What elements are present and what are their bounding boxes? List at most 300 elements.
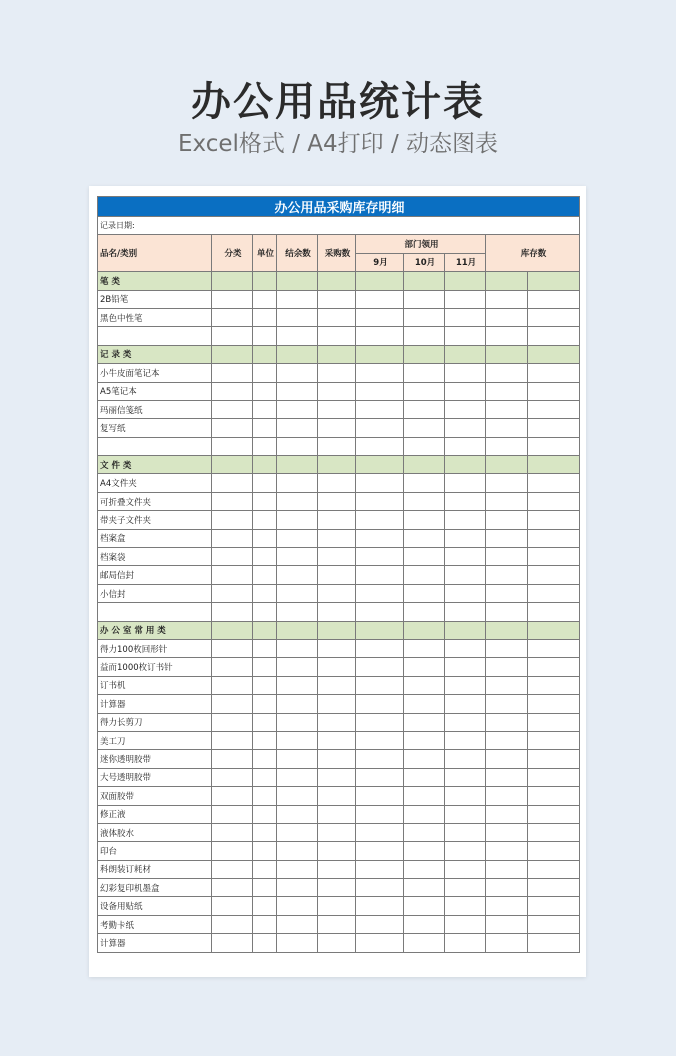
data-cell[interactable]	[212, 437, 253, 455]
data-cell[interactable]	[253, 400, 277, 418]
data-cell[interactable]	[253, 731, 277, 749]
item-name-cell[interactable]: 印台	[98, 842, 212, 860]
data-cell[interactable]	[212, 529, 253, 547]
data-cell[interactable]	[277, 400, 318, 418]
data-cell[interactable]	[486, 382, 528, 400]
data-cell[interactable]	[445, 842, 486, 860]
data-cell[interactable]	[318, 934, 356, 952]
data-cell[interactable]	[528, 934, 580, 952]
data-cell[interactable]	[445, 731, 486, 749]
data-cell[interactable]	[528, 382, 580, 400]
data-cell[interactable]	[486, 511, 528, 529]
data-cell[interactable]	[486, 750, 528, 768]
data-cell[interactable]	[253, 695, 277, 713]
data-cell[interactable]	[318, 511, 356, 529]
data-cell[interactable]	[528, 639, 580, 657]
data-cell[interactable]	[253, 566, 277, 584]
data-cell[interactable]	[253, 639, 277, 657]
data-cell[interactable]	[528, 805, 580, 823]
data-cell[interactable]	[318, 842, 356, 860]
data-cell[interactable]	[528, 474, 580, 492]
data-cell[interactable]	[277, 842, 318, 860]
record-date-label[interactable]: 记录日期:	[98, 217, 580, 235]
data-cell[interactable]	[486, 437, 528, 455]
data-cell[interactable]	[253, 768, 277, 786]
data-cell[interactable]	[445, 511, 486, 529]
data-cell[interactable]	[445, 658, 486, 676]
item-name-cell[interactable]	[98, 603, 212, 621]
data-cell[interactable]	[356, 456, 404, 474]
data-cell[interactable]	[445, 860, 486, 878]
item-name-cell[interactable]: 计算器	[98, 934, 212, 952]
data-cell[interactable]	[253, 382, 277, 400]
data-cell[interactable]	[445, 768, 486, 786]
data-cell[interactable]	[212, 658, 253, 676]
data-cell[interactable]	[404, 566, 445, 584]
data-cell[interactable]	[212, 492, 253, 510]
item-name-cell[interactable]: A4文件夹	[98, 474, 212, 492]
data-cell[interactable]	[486, 860, 528, 878]
data-cell[interactable]	[404, 842, 445, 860]
data-cell[interactable]	[253, 603, 277, 621]
item-name-cell[interactable]: 考勤卡纸	[98, 915, 212, 933]
item-name-cell[interactable]: 邮局信封	[98, 566, 212, 584]
data-cell[interactable]	[445, 676, 486, 694]
data-cell[interactable]	[318, 658, 356, 676]
data-cell[interactable]	[404, 805, 445, 823]
data-cell[interactable]	[277, 750, 318, 768]
data-cell[interactable]	[253, 584, 277, 602]
data-cell[interactable]	[445, 621, 486, 639]
data-cell[interactable]	[277, 327, 318, 345]
data-cell[interactable]	[528, 768, 580, 786]
data-cell[interactable]	[404, 603, 445, 621]
data-cell[interactable]	[528, 456, 580, 474]
data-cell[interactable]	[356, 823, 404, 841]
item-name-cell[interactable]: 档案袋	[98, 548, 212, 566]
data-cell[interactable]	[404, 327, 445, 345]
data-cell[interactable]	[445, 364, 486, 382]
data-cell[interactable]	[445, 787, 486, 805]
item-name-cell[interactable]: 幻彩复印机墨盒	[98, 879, 212, 897]
data-cell[interactable]	[404, 364, 445, 382]
data-cell[interactable]	[356, 860, 404, 878]
data-cell[interactable]	[277, 437, 318, 455]
data-cell[interactable]	[318, 529, 356, 547]
data-cell[interactable]	[404, 658, 445, 676]
data-cell[interactable]	[486, 805, 528, 823]
data-cell[interactable]	[318, 364, 356, 382]
data-cell[interactable]	[404, 345, 445, 363]
data-cell[interactable]	[212, 511, 253, 529]
data-cell[interactable]	[212, 823, 253, 841]
data-cell[interactable]	[356, 290, 404, 308]
data-cell[interactable]	[404, 639, 445, 657]
item-name-cell[interactable]: 液体胶水	[98, 823, 212, 841]
data-cell[interactable]	[486, 823, 528, 841]
item-name-cell[interactable]: 美工刀	[98, 731, 212, 749]
data-cell[interactable]	[277, 915, 318, 933]
data-cell[interactable]	[356, 934, 404, 952]
data-cell[interactable]	[445, 750, 486, 768]
data-cell[interactable]	[486, 456, 528, 474]
data-cell[interactable]	[318, 879, 356, 897]
data-cell[interactable]	[404, 548, 445, 566]
data-cell[interactable]	[404, 860, 445, 878]
data-cell[interactable]	[212, 915, 253, 933]
data-cell[interactable]	[404, 897, 445, 915]
data-cell[interactable]	[356, 400, 404, 418]
data-cell[interactable]	[253, 548, 277, 566]
item-name-cell[interactable]: 带夹子文件夹	[98, 511, 212, 529]
data-cell[interactable]	[212, 860, 253, 878]
data-cell[interactable]	[528, 308, 580, 326]
data-cell[interactable]	[445, 897, 486, 915]
data-cell[interactable]	[253, 290, 277, 308]
data-cell[interactable]	[445, 308, 486, 326]
data-cell[interactable]	[445, 695, 486, 713]
data-cell[interactable]	[404, 713, 445, 731]
data-cell[interactable]	[212, 272, 253, 290]
data-cell[interactable]	[404, 400, 445, 418]
data-cell[interactable]	[528, 548, 580, 566]
data-cell[interactable]	[404, 787, 445, 805]
data-cell[interactable]	[253, 419, 277, 437]
data-cell[interactable]	[486, 364, 528, 382]
data-cell[interactable]	[356, 787, 404, 805]
data-cell[interactable]	[277, 934, 318, 952]
data-cell[interactable]	[528, 676, 580, 694]
data-cell[interactable]	[253, 272, 277, 290]
data-cell[interactable]	[404, 676, 445, 694]
data-cell[interactable]	[253, 492, 277, 510]
data-cell[interactable]	[445, 492, 486, 510]
data-cell[interactable]	[277, 548, 318, 566]
data-cell[interactable]	[528, 713, 580, 731]
data-cell[interactable]	[356, 768, 404, 786]
data-cell[interactable]	[404, 492, 445, 510]
data-cell[interactable]	[277, 658, 318, 676]
data-cell[interactable]	[318, 474, 356, 492]
data-cell[interactable]	[445, 456, 486, 474]
data-cell[interactable]	[318, 695, 356, 713]
data-cell[interactable]	[486, 290, 528, 308]
data-cell[interactable]	[404, 272, 445, 290]
data-cell[interactable]	[212, 474, 253, 492]
data-cell[interactable]	[356, 639, 404, 657]
data-cell[interactable]	[528, 290, 580, 308]
data-cell[interactable]	[212, 713, 253, 731]
data-cell[interactable]	[486, 695, 528, 713]
data-cell[interactable]	[318, 787, 356, 805]
data-cell[interactable]	[486, 658, 528, 676]
data-cell[interactable]	[528, 566, 580, 584]
data-cell[interactable]	[212, 897, 253, 915]
data-cell[interactable]	[212, 456, 253, 474]
data-cell[interactable]	[277, 456, 318, 474]
data-cell[interactable]	[318, 731, 356, 749]
data-cell[interactable]	[212, 345, 253, 363]
data-cell[interactable]	[445, 327, 486, 345]
data-cell[interactable]	[318, 713, 356, 731]
data-cell[interactable]	[445, 437, 486, 455]
data-cell[interactable]	[486, 768, 528, 786]
data-cell[interactable]	[212, 327, 253, 345]
data-cell[interactable]	[318, 750, 356, 768]
data-cell[interactable]	[528, 511, 580, 529]
data-cell[interactable]	[277, 695, 318, 713]
item-name-cell[interactable]: 小信封	[98, 584, 212, 602]
data-cell[interactable]	[212, 934, 253, 952]
data-cell[interactable]	[212, 621, 253, 639]
data-cell[interactable]	[445, 915, 486, 933]
data-cell[interactable]	[318, 382, 356, 400]
data-cell[interactable]	[528, 437, 580, 455]
data-cell[interactable]	[486, 713, 528, 731]
data-cell[interactable]	[356, 915, 404, 933]
data-cell[interactable]	[318, 860, 356, 878]
data-cell[interactable]	[318, 272, 356, 290]
data-cell[interactable]	[277, 474, 318, 492]
data-cell[interactable]	[318, 823, 356, 841]
data-cell[interactable]	[318, 915, 356, 933]
data-cell[interactable]	[356, 584, 404, 602]
data-cell[interactable]	[253, 345, 277, 363]
data-cell[interactable]	[253, 787, 277, 805]
data-cell[interactable]	[486, 731, 528, 749]
data-cell[interactable]	[277, 272, 318, 290]
data-cell[interactable]	[356, 842, 404, 860]
item-name-cell[interactable]: 得力长剪刀	[98, 713, 212, 731]
item-name-cell[interactable]: 科朗装订耗材	[98, 860, 212, 878]
data-cell[interactable]	[486, 639, 528, 657]
data-cell[interactable]	[486, 308, 528, 326]
data-cell[interactable]	[404, 934, 445, 952]
item-name-cell[interactable]: 设备用贴纸	[98, 897, 212, 915]
data-cell[interactable]	[277, 492, 318, 510]
data-cell[interactable]	[404, 879, 445, 897]
data-cell[interactable]	[528, 897, 580, 915]
data-cell[interactable]	[528, 364, 580, 382]
data-cell[interactable]	[404, 695, 445, 713]
data-cell[interactable]	[212, 731, 253, 749]
data-cell[interactable]	[486, 621, 528, 639]
data-cell[interactable]	[212, 805, 253, 823]
data-cell[interactable]	[486, 879, 528, 897]
data-cell[interactable]	[486, 529, 528, 547]
category-label[interactable]: 办 公 室 常 用 类	[98, 621, 212, 639]
data-cell[interactable]	[212, 676, 253, 694]
data-cell[interactable]	[528, 603, 580, 621]
item-name-cell[interactable]: 益而1000枚订书针	[98, 658, 212, 676]
data-cell[interactable]	[253, 805, 277, 823]
data-cell[interactable]	[445, 879, 486, 897]
data-cell[interactable]	[253, 621, 277, 639]
data-cell[interactable]	[445, 548, 486, 566]
data-cell[interactable]	[318, 492, 356, 510]
data-cell[interactable]	[253, 364, 277, 382]
data-cell[interactable]	[445, 823, 486, 841]
data-cell[interactable]	[277, 897, 318, 915]
data-cell[interactable]	[212, 308, 253, 326]
item-name-cell[interactable]: 大号透明胶带	[98, 768, 212, 786]
data-cell[interactable]	[445, 713, 486, 731]
data-cell[interactable]	[445, 290, 486, 308]
data-cell[interactable]	[318, 308, 356, 326]
data-cell[interactable]	[277, 621, 318, 639]
data-cell[interactable]	[277, 676, 318, 694]
data-cell[interactable]	[277, 879, 318, 897]
data-cell[interactable]	[356, 695, 404, 713]
data-cell[interactable]	[445, 805, 486, 823]
data-cell[interactable]	[404, 474, 445, 492]
data-cell[interactable]	[356, 364, 404, 382]
data-cell[interactable]	[404, 823, 445, 841]
data-cell[interactable]	[253, 915, 277, 933]
data-cell[interactable]	[528, 915, 580, 933]
data-cell[interactable]	[277, 290, 318, 308]
data-cell[interactable]	[356, 621, 404, 639]
data-cell[interactable]	[404, 529, 445, 547]
data-cell[interactable]	[277, 768, 318, 786]
data-cell[interactable]	[212, 364, 253, 382]
data-cell[interactable]	[445, 400, 486, 418]
data-cell[interactable]	[404, 731, 445, 749]
data-cell[interactable]	[212, 419, 253, 437]
data-cell[interactable]	[404, 308, 445, 326]
data-cell[interactable]	[277, 308, 318, 326]
data-cell[interactable]	[318, 897, 356, 915]
data-cell[interactable]	[277, 511, 318, 529]
data-cell[interactable]	[528, 695, 580, 713]
data-cell[interactable]	[253, 879, 277, 897]
data-cell[interactable]	[212, 750, 253, 768]
data-cell[interactable]	[486, 934, 528, 952]
data-cell[interactable]	[356, 511, 404, 529]
data-cell[interactable]	[277, 345, 318, 363]
data-cell[interactable]	[277, 603, 318, 621]
category-label[interactable]: 记 录 类	[98, 345, 212, 363]
data-cell[interactable]	[253, 750, 277, 768]
data-cell[interactable]	[528, 419, 580, 437]
data-cell[interactable]	[277, 382, 318, 400]
data-cell[interactable]	[318, 437, 356, 455]
data-cell[interactable]	[356, 676, 404, 694]
data-cell[interactable]	[253, 529, 277, 547]
data-cell[interactable]	[404, 419, 445, 437]
item-name-cell[interactable]	[98, 327, 212, 345]
item-name-cell[interactable]: 档案盒	[98, 529, 212, 547]
data-cell[interactable]	[212, 842, 253, 860]
data-cell[interactable]	[253, 658, 277, 676]
data-cell[interactable]	[404, 456, 445, 474]
data-cell[interactable]	[253, 676, 277, 694]
data-cell[interactable]	[486, 492, 528, 510]
data-cell[interactable]	[253, 437, 277, 455]
data-cell[interactable]	[404, 584, 445, 602]
data-cell[interactable]	[277, 639, 318, 657]
data-cell[interactable]	[445, 934, 486, 952]
data-cell[interactable]	[356, 382, 404, 400]
data-cell[interactable]	[486, 566, 528, 584]
item-name-cell[interactable]: 黑色中性笔	[98, 308, 212, 326]
data-cell[interactable]	[277, 419, 318, 437]
data-cell[interactable]	[486, 272, 528, 290]
data-cell[interactable]	[404, 511, 445, 529]
data-cell[interactable]	[356, 327, 404, 345]
data-cell[interactable]	[253, 327, 277, 345]
data-cell[interactable]	[486, 842, 528, 860]
data-cell[interactable]	[528, 750, 580, 768]
data-cell[interactable]	[318, 639, 356, 657]
data-cell[interactable]	[486, 603, 528, 621]
data-cell[interactable]	[404, 437, 445, 455]
data-cell[interactable]	[486, 419, 528, 437]
data-cell[interactable]	[445, 419, 486, 437]
data-cell[interactable]	[253, 842, 277, 860]
data-cell[interactable]	[212, 768, 253, 786]
data-cell[interactable]	[404, 750, 445, 768]
item-name-cell[interactable]: 小牛皮面笔记本	[98, 364, 212, 382]
item-name-cell[interactable]: 修正液	[98, 805, 212, 823]
data-cell[interactable]	[277, 566, 318, 584]
data-cell[interactable]	[212, 787, 253, 805]
item-name-cell[interactable]: 玛丽信笺纸	[98, 400, 212, 418]
data-cell[interactable]	[277, 364, 318, 382]
data-cell[interactable]	[404, 382, 445, 400]
data-cell[interactable]	[445, 603, 486, 621]
data-cell[interactable]	[318, 290, 356, 308]
data-cell[interactable]	[486, 787, 528, 805]
data-cell[interactable]	[486, 474, 528, 492]
data-cell[interactable]	[486, 676, 528, 694]
data-cell[interactable]	[318, 400, 356, 418]
data-cell[interactable]	[356, 492, 404, 510]
data-cell[interactable]	[277, 529, 318, 547]
data-cell[interactable]	[528, 584, 580, 602]
data-cell[interactable]	[356, 437, 404, 455]
data-cell[interactable]	[277, 860, 318, 878]
data-cell[interactable]	[404, 621, 445, 639]
data-cell[interactable]	[212, 548, 253, 566]
data-cell[interactable]	[528, 823, 580, 841]
data-cell[interactable]	[486, 897, 528, 915]
data-cell[interactable]	[212, 382, 253, 400]
data-cell[interactable]	[212, 584, 253, 602]
data-cell[interactable]	[445, 382, 486, 400]
data-cell[interactable]	[212, 695, 253, 713]
data-cell[interactable]	[318, 676, 356, 694]
data-cell[interactable]	[253, 308, 277, 326]
data-cell[interactable]	[445, 566, 486, 584]
data-cell[interactable]	[356, 345, 404, 363]
data-cell[interactable]	[445, 272, 486, 290]
data-cell[interactable]	[528, 529, 580, 547]
data-cell[interactable]	[318, 805, 356, 823]
data-cell[interactable]	[528, 731, 580, 749]
data-cell[interactable]	[486, 327, 528, 345]
data-cell[interactable]	[253, 713, 277, 731]
data-cell[interactable]	[356, 603, 404, 621]
data-cell[interactable]	[318, 548, 356, 566]
data-cell[interactable]	[356, 272, 404, 290]
category-label[interactable]: 笔 类	[98, 272, 212, 290]
data-cell[interactable]	[318, 621, 356, 639]
data-cell[interactable]	[356, 750, 404, 768]
data-cell[interactable]	[253, 474, 277, 492]
data-cell[interactable]	[404, 768, 445, 786]
data-cell[interactable]	[212, 639, 253, 657]
